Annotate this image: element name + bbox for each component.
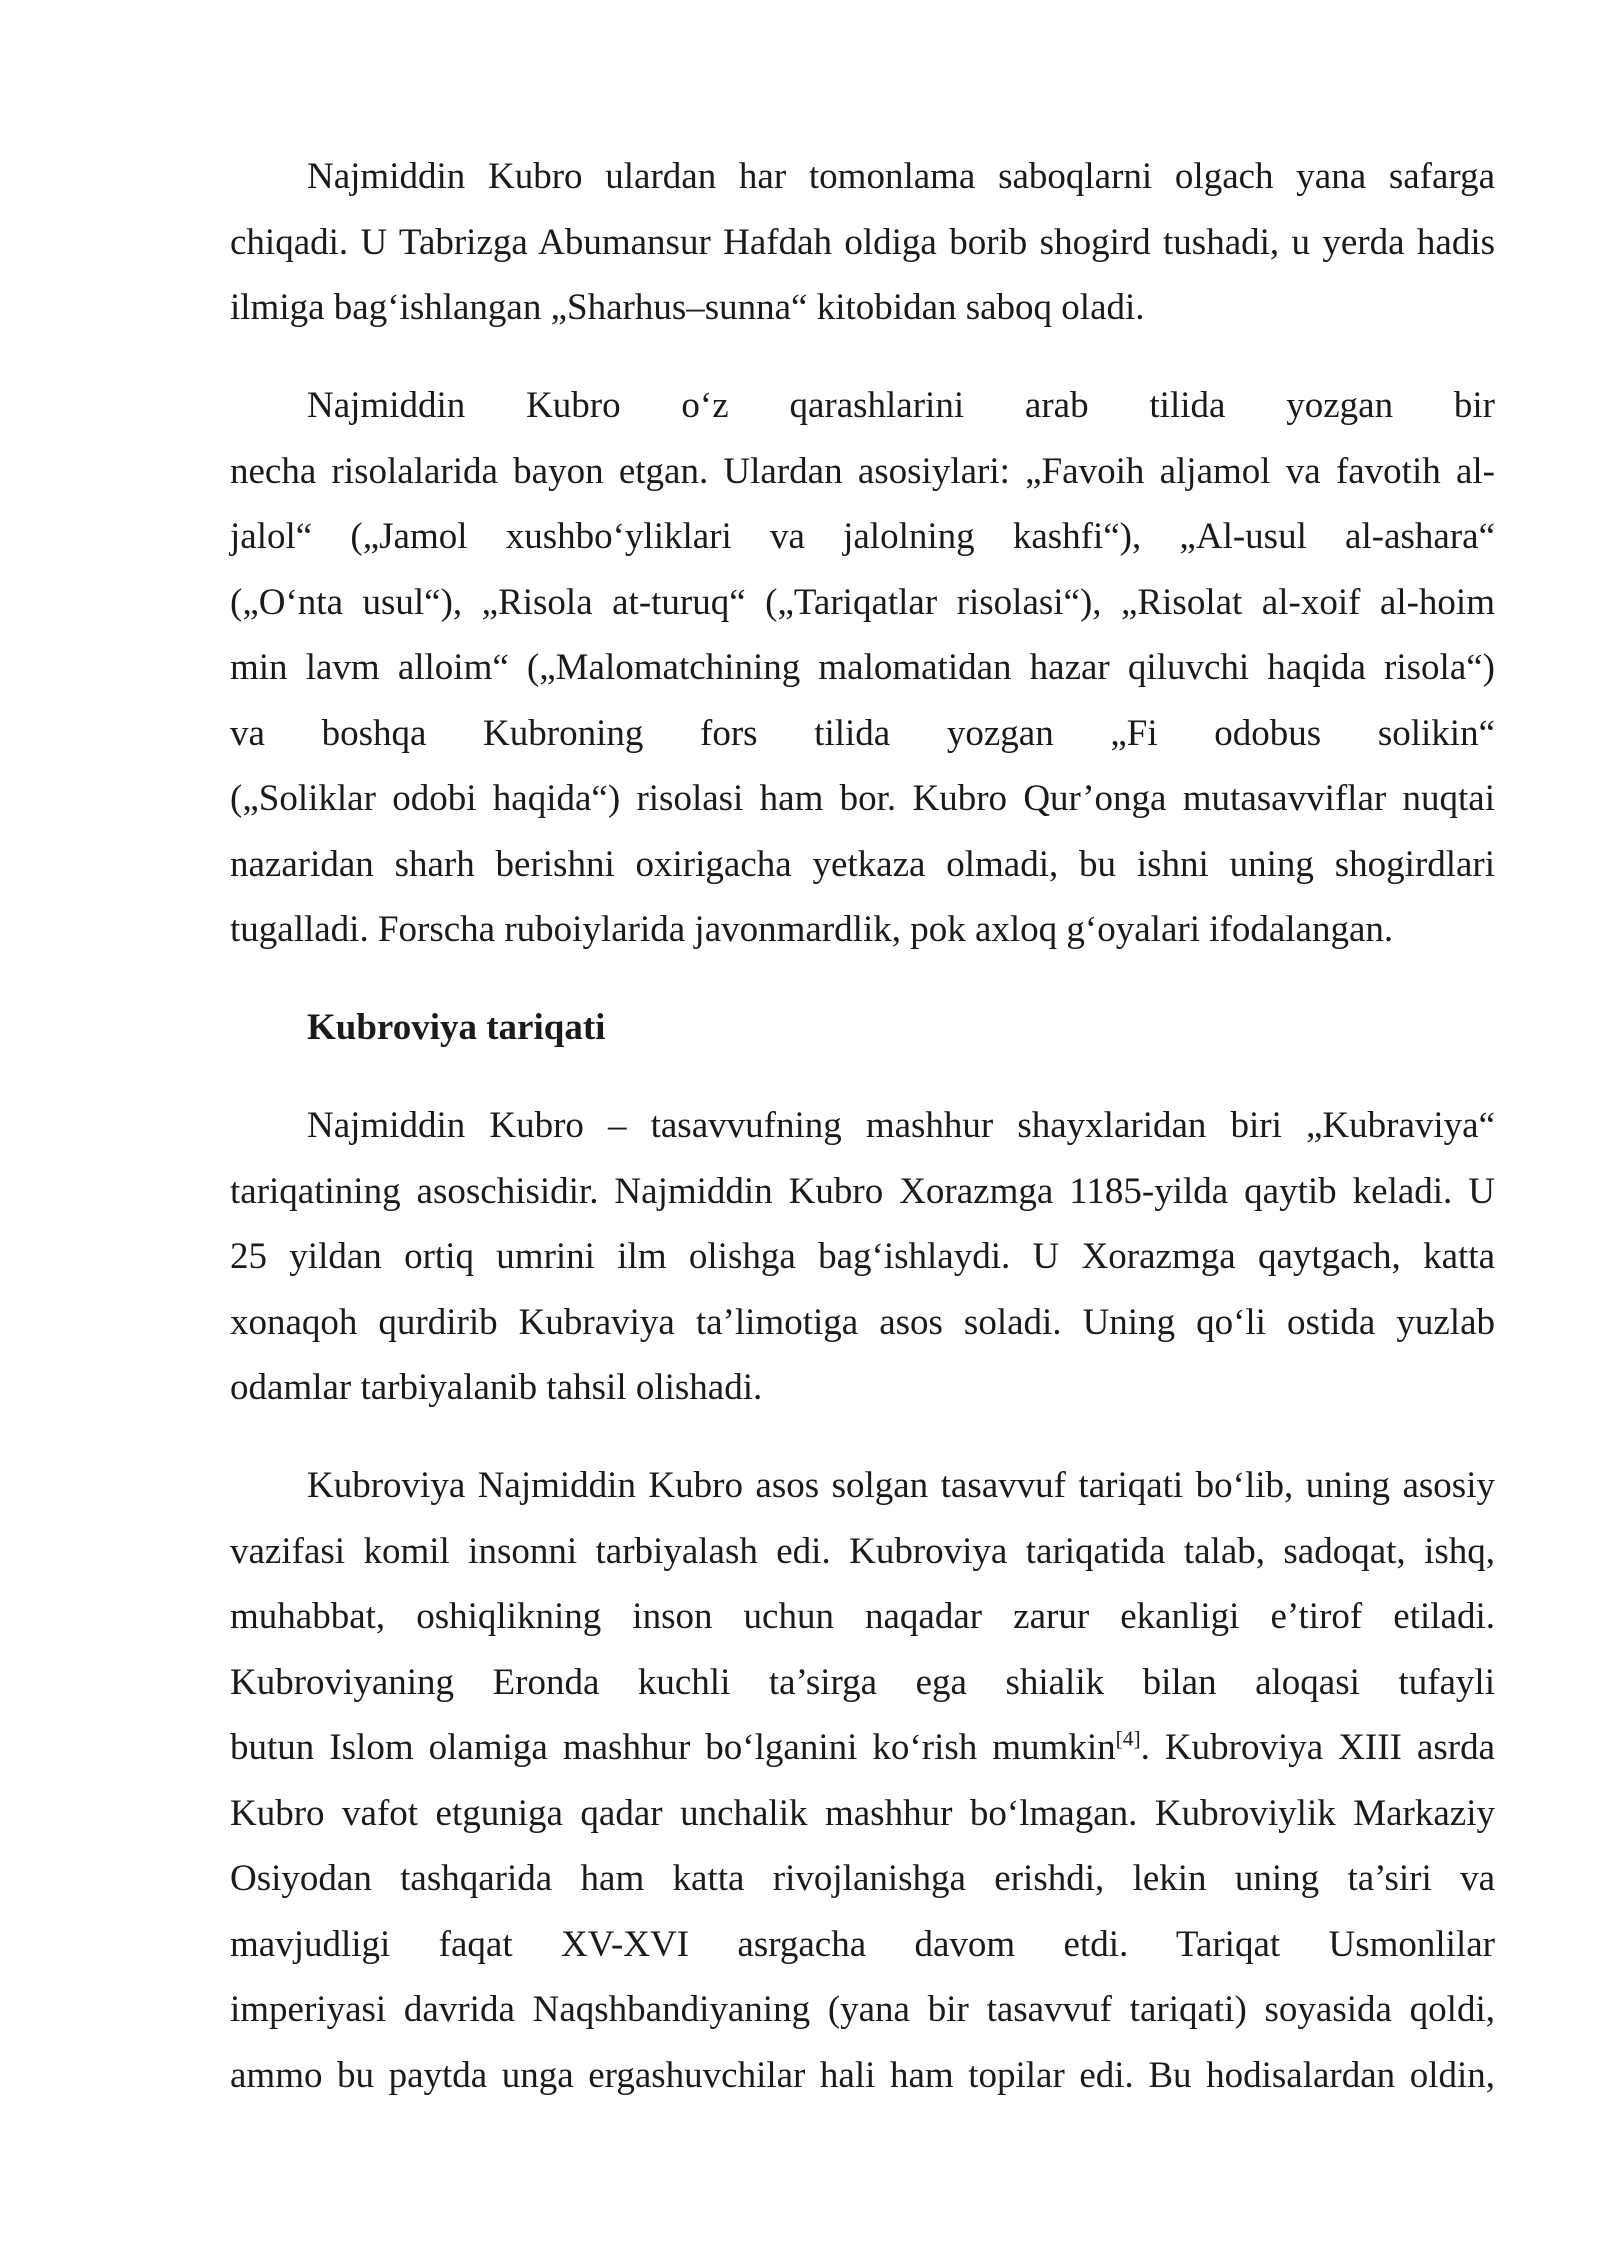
text-line: 25 yildan ortiq umrini ilm olishga bag‘ishlaydi. U Xorazmga qaytgach, katta	[230, 1236, 1495, 1277]
text-line: Najmiddin Kubro – tasavvufning mashhur shayxlaridan biri „Kubraviya“	[307, 1105, 1495, 1146]
text-line: („O‘nta usul“), „Risola at-turuq“ („Tariqatlar risolasi“), „Risolat al-xoif al-hoim	[230, 581, 1495, 623]
text-line: chiqadi. U Tabrizga Abumansur Hafdah oldiga borib shogird tushadi, u yerda hadis	[230, 221, 1495, 263]
text-line: va boshqa Kubroning fors tilida yozgan „Fi odobus solikin“	[230, 712, 1495, 754]
text-line: Kubroviya Najmiddin Kubro asos solgan tasavvuf tariqati bo‘lib, uning asosiy	[307, 1465, 1495, 1506]
text-line	[230, 1715, 1495, 1781]
paragraph	[230, 373, 1495, 963]
text-line: tariqatining asoschisidir. Najmiddin Kubro Xorazmga 1185-yilda qaytib keladi. U	[230, 1170, 1495, 1212]
text-segment: . Kubroviya XIII asrda	[1140, 1727, 1495, 1768]
section-heading: Kubroviya tariqati	[307, 1007, 606, 1048]
text-line: muhabbat, oshiqlikning inson uchun naqadar zarur ekanligi e’tirof etiladi.	[230, 1596, 1495, 1637]
text-line: imperiyasi davrida Naqshbandiyaning (yana bir tasavvuf tariqati) soyasida qoldi,	[230, 1989, 1495, 2030]
paragraph	[230, 1093, 1495, 1421]
text-line: („Soliklar odobi haqida“) risolasi ham bor. Kubro Qur’onga mutasavviflar nuqtai	[230, 778, 1495, 819]
paragraph	[230, 144, 1495, 341]
text-line: nazaridan sharh berishni oxirigacha yetkaza olmadi, bu ishni uning shogirdlari	[230, 843, 1495, 885]
text-segment: butun Islom olamiga mashhur bo‘lganini ko‘rish mumkin	[230, 1727, 1116, 1768]
text-line: tugalladi. Forscha ruboiylarida javonmardlik, pok axloq g‘oyalari ifodalangan.	[230, 909, 1394, 950]
footnote-reference[interactable]: [4]	[1115, 1726, 1141, 1751]
text-line: Kubro vafot etguniga qadar unchalik mashhur bo‘lmagan. Kubroviylik Markaziy	[230, 1792, 1495, 1834]
text-line: Najmiddin Kubro ulardan har tomonlama saboqlarni olgach yana safarga	[307, 156, 1495, 197]
text-line: xonaqoh qurdirib Kubraviya ta’limotiga asos soladi. Uning qo‘li ostida yuzlab	[230, 1301, 1495, 1343]
text-line: vazifasi komil insonni tarbiyalash edi. Kubroviya tariqatida talab, sadoqat, ishq,	[230, 1530, 1495, 1572]
text-line: Najmiddin Kubro o‘z qarashlarini arab tilida yozgan bir	[307, 385, 1495, 426]
document-body	[230, 144, 1495, 2141]
paragraph	[230, 1453, 1495, 2108]
text-line: odamlar tarbiyalanib tahsil olishadi.	[230, 1367, 763, 1408]
text-line: ilmiga bag‘ishlangan „Sharhus–sunna“ kitobidan saboq oladi.	[230, 287, 1145, 328]
text-line: ammo bu paytda unga ergashuvchilar hali ham topilar edi. Bu hodisalardan oldin,	[230, 2054, 1495, 2096]
text-line: necha risolalarida bayon etgan. Ulardan asosiylari: „Favoih aljamol va favotih al-	[230, 450, 1495, 492]
text-line: Osiyodan tashqarida ham katta rivojlanishga erishdi, lekin uning ta’siri va	[230, 1858, 1495, 1899]
text-line: jalol“ („Jamol xushbo‘yliklari va jalolning kashfi“), „Al-usul al-ashara“	[230, 516, 1495, 557]
text-line: Kubroviyaning Eronda kuchli ta’sirga ega shialik bilan aloqasi tufayli	[230, 1661, 1495, 1703]
text-line: min lavm alloim“ („Malomatchining malomatidan hazar qiluvchi haqida risola“)	[230, 647, 1495, 688]
text-line: mavjudligi faqat XV-XVI asrgacha davom etdi. Tariqat Usmonlilar	[230, 1923, 1495, 1965]
